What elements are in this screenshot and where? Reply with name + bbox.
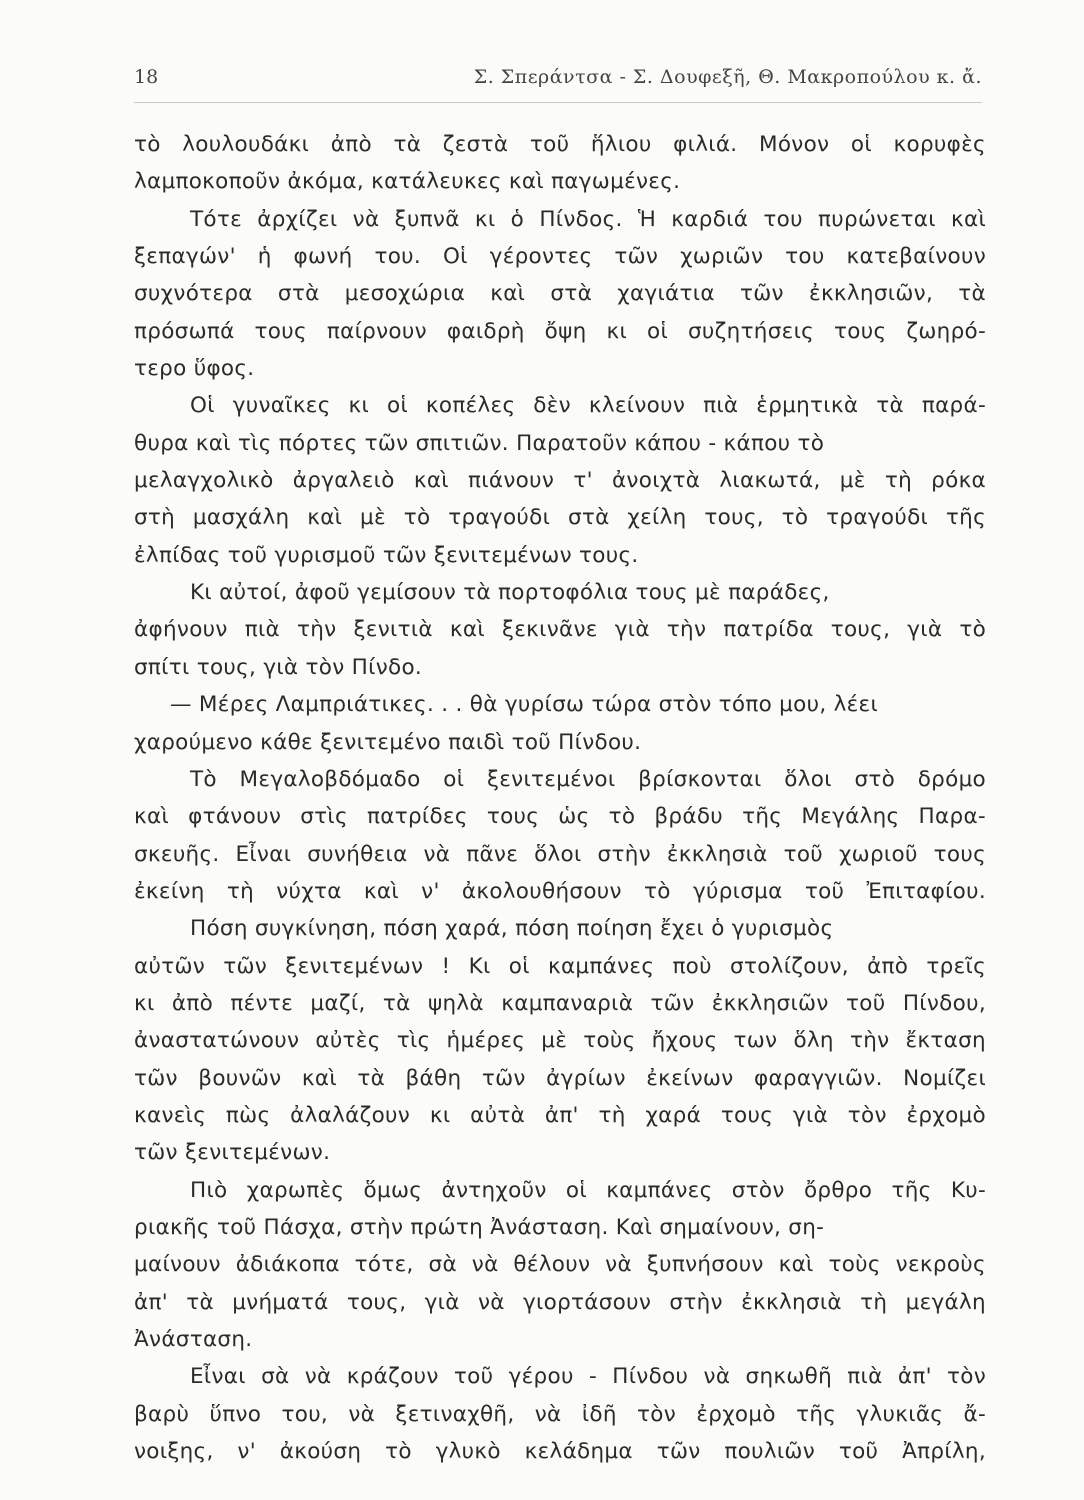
text-line: — Μέρες Λαμπριάτικες. . . θὰ γυρίσω τώρα στὸν τόπο μου, λέει — [170, 692, 879, 718]
header-rule — [134, 102, 982, 103]
text-line: χαρούμενο κάθε ξενιτεμένο παιδὶ τοῦ Πίνδου. — [134, 729, 642, 755]
text-line: ξεπαγών' ἡ φωνή του. Οἱ γέροντες τῶν χωριῶν του κατεβαίνουν — [134, 244, 987, 270]
text-line: καὶ φτάνουν στὶς πατρίδες τους ὡς τὸ βράδυ τῆς Μεγάλης Παρα- — [134, 804, 986, 830]
text-line: Πιὸ χαρωπὲς ὅμως ἀντηχοῦν οἱ καμπάνες στὸν ὄρθρο τῆς Κυ- — [190, 1177, 987, 1203]
text-line: σπίτι τους, γιὰ τὸν Πίνδο. — [134, 654, 423, 680]
text-line: στὴ μασχάλη καὶ μὲ τὸ τραγούδι στὰ χείλη τους, τὸ τραγούδι τῆς — [134, 505, 986, 531]
text-line: ἀναστατώνουν αὐτὲς τὶς ἡμέρες μὲ τοὺς ἤχους των ὅλη τὴν ἔκταση — [134, 1028, 986, 1054]
text-line: αὐτῶν τῶν ξενιτεμένων ! Κι οἱ καμπάνες ποὺ στολίζουν, ἀπὸ τρεῖς — [134, 953, 987, 979]
text-line: ἀπ' τὰ μνήματά τους, γιὰ νὰ γιορτάσουν στὴν ἐκκλησιὰ τὴ μεγάλη — [134, 1289, 986, 1315]
text-line: σκευῆς. Εἶναι συνήθεια νὰ πᾶνε ὅλοι στὴν ἐκκλησιὰ τοῦ χωριοῦ τους — [134, 841, 986, 867]
text-line: κι ἀπὸ πέντε μαζί, τὰ ψηλὰ καμπαναριὰ τῶν ἐκκλησιῶν τοῦ Πίνδου, — [134, 990, 986, 1016]
page-header — [134, 66, 982, 96]
text-line: τὸ λουλουδάκι ἀπὸ τὰ ζεστὰ τοῦ ἥλιου φιλιά. Μόνον οἱ κορυφὲς — [134, 132, 986, 157]
text-line: ἀφήνουν πιὰ τὴν ξενιτιὰ καὶ ξεκινᾶνε γιὰ τὴν πατρίδα τους, γιὰ τὸ — [134, 617, 987, 643]
text-line: Κι αὐτοί, ἀφοῦ γεμίσουν τὰ πορτοφόλια τους μὲ παράδες, — [190, 580, 830, 606]
page-number: 18 — [134, 66, 159, 88]
text-line: μελαγχολικὸ ἀργαλειὸ καὶ πιάνουν τ' ἀνοιχτὰ λιακωτά, μὲ τὴ ρόκα — [134, 468, 987, 494]
text-line: ριακῆς τοῦ Πάσχα, στὴν πρώτη Ἀνάσταση. Καὶ σημαίνουν, ση- — [134, 1214, 825, 1240]
text-line: Τὸ Μεγαλοβδόμαδο οἱ ξενιτεμένοι βρίσκονται ὅλοι στὸ δρόμο — [190, 766, 987, 792]
text-line: ἐλπίδας τοῦ γυρισμοῦ τῶν ξενιτεμένων τους. — [134, 542, 639, 568]
text-line: τῶν βουνῶν καὶ τὰ βάθη τῶν ἀγρίων ἐκείνων φαραγγιῶν. Νομίζει — [134, 1065, 987, 1091]
text-line: Ἀνάσταση. — [134, 1327, 253, 1352]
body-text — [134, 126, 986, 1470]
text-line: Πόση συγκίνηση, πόση χαρά, πόση ποίηση ἔχει ὁ γυρισμὸς — [190, 916, 834, 942]
text-line: λαμποκοποῦν ἀκόμα, κατάλευκες καὶ παγωμένες. — [134, 169, 681, 195]
text-line: θυρα καὶ τὶς πόρτες τῶν σπιτιῶν. Παρατοῦν κάπου - κάπου τὸ — [134, 430, 825, 456]
text-line: τερο ὕφος. — [134, 356, 255, 382]
running-head: Σ. Σπεράντσα - Σ. Δουφεξῆ, Θ. Μακροπούλου κ. ἄ. — [473, 66, 982, 88]
text-line: νοιξης, ν' ἀκούση τὸ γλυκὸ κελάδημα τῶν πουλιῶν τοῦ Ἀπρίλη, — [134, 1439, 986, 1465]
text-line: τῶν ξενιτεμένων. — [134, 1140, 331, 1166]
text-line: Εἶναι σὰ νὰ κράζουν τοῦ γέρου - Πίνδου νὰ σηκωθῆ πιὰ ἀπ' τὸν — [190, 1364, 987, 1390]
text-line: Τότε ἀρχίζει νὰ ξυπνᾶ κι ὁ Πίνδος. Ἡ καρδιά του πυρώνεται καὶ — [190, 206, 987, 232]
text-line: βαρὺ ὕπνο του, νὰ ξετιναχθῆ, νὰ ἰδῆ τὸν ἐρχομὸ τῆς γλυκιᾶς ἄ- — [134, 1401, 987, 1427]
text-line: Οἱ γυναῖκες κι οἱ κοπέλες δὲν κλείνουν πιὰ ἑρμητικὰ τὰ παρά- — [190, 393, 987, 419]
text-line: ἐκείνη τὴ νύχτα καὶ ν' ἀκολουθήσουν τὸ γύρισμα τοῦ Ἐπιταφίου. — [134, 878, 986, 904]
text-line: συχνότερα στὰ μεσοχώρια καὶ στὰ χαγιάτια τῶν ἐκκλησιῶν, τὰ — [134, 281, 987, 307]
text-line: κανεὶς πὼς ἀλαλάζουν κι αὐτὰ ἀπ' τὴ χαρά τους γιὰ τὸν ἐρχομὸ — [134, 1102, 986, 1128]
text-line: μαίνουν ἀδιάκοπα τότε, σὰ νὰ θέλουν νὰ ξυπνήσουν καὶ τοὺς νεκροὺς — [134, 1252, 986, 1278]
text-line: πρόσωπά τους παίρνουν φαιδρὴ ὄψη κι οἱ συζητήσεις τους ζωηρό- — [134, 318, 987, 344]
